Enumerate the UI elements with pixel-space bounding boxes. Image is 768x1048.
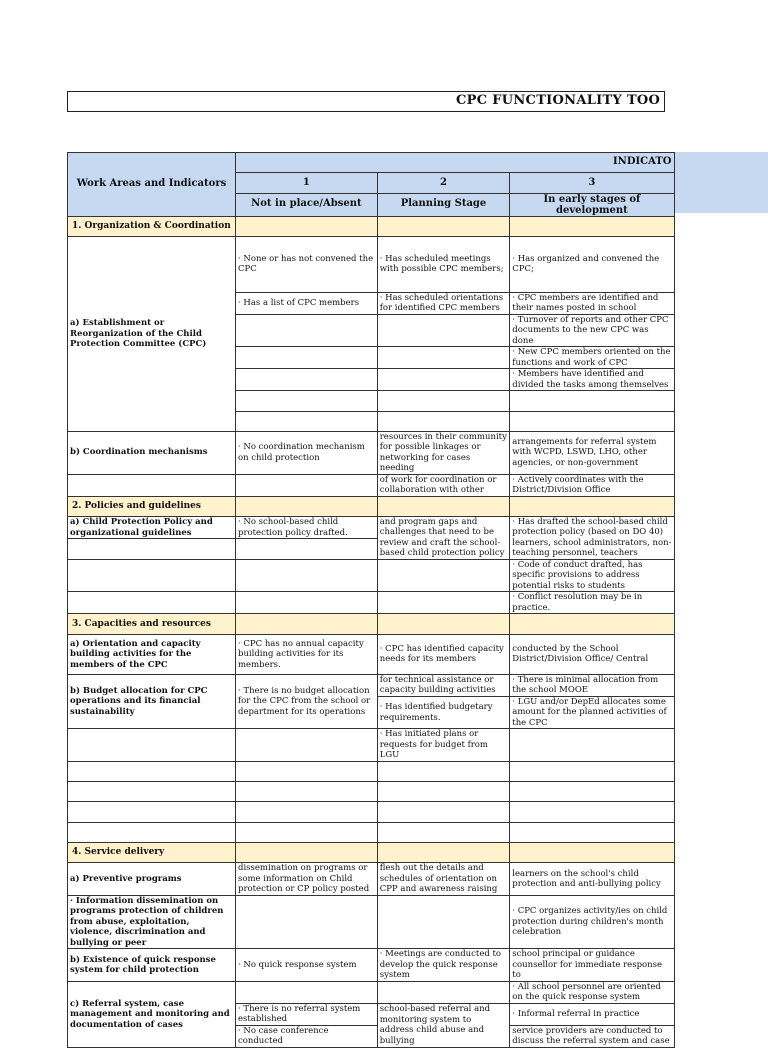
indicator-cell <box>377 314 510 347</box>
indicator-cell <box>377 802 510 822</box>
work-area: a) Child Protection Policy and organizational guidelines <box>68 516 236 538</box>
indicator-cell <box>377 822 510 842</box>
indicator-cell <box>68 802 236 822</box>
indicator-cell <box>377 761 510 781</box>
indicator-cell <box>68 822 236 842</box>
section-fill <box>377 216 510 236</box>
indicator-cell <box>236 822 378 842</box>
indicator-cell: · Has a list of CPC members <box>236 292 378 314</box>
indicator-cell <box>377 391 510 411</box>
indicator-cell: · Has initiated plans or requests for budget from LGU <box>377 729 510 762</box>
section-fill <box>510 496 674 516</box>
indicator-cell <box>510 802 674 822</box>
level-number: 2 <box>377 173 510 193</box>
indicator-cell <box>68 539 236 560</box>
indicator-cell <box>510 782 674 802</box>
indicator-cell <box>236 314 378 347</box>
indicator-cell: · New CPC members oriented on the functions and work of CPC <box>510 347 674 369</box>
indicator-cell: · Conflict resolution may be in practice. <box>510 592 674 614</box>
work-area: b) Budget allocation for CPC operations and its financial sustainability <box>68 674 236 729</box>
indicator-cell: flesh out the details and schedules of orientation on CPP and awareness raising <box>377 863 510 896</box>
work-areas-header: Work Areas and Indicators <box>68 153 236 217</box>
work-area: b) Existence of quick response system for child protection <box>68 949 236 982</box>
indicator-cell <box>236 559 378 592</box>
indicator-cell <box>236 761 378 781</box>
indicator-cell: · Has organized and convened the CPC; <box>510 236 674 292</box>
level-label: Not in place/Absent <box>236 193 378 216</box>
section-heading: 4. Service delivery <box>68 842 236 862</box>
indicator-cell <box>68 729 236 762</box>
work-area: b) Coordination mechanisms <box>68 431 236 474</box>
indicator-cell <box>510 729 674 762</box>
indicator-cell <box>377 981 510 1003</box>
indicator-cell: · Code of conduct drafted, has specific provisions to address potential risks to students <box>510 559 674 592</box>
indicator-cell: arrangements for referral system with WCPD, LSWD, LHO, other agencies, or non-government <box>510 431 674 474</box>
indicator-cell <box>236 369 378 391</box>
section-fill <box>377 614 510 634</box>
indicator-cell <box>377 895 510 949</box>
level-number: 1 <box>236 173 378 193</box>
section-fill <box>377 496 510 516</box>
work-area: a) Establishment or Reorganization of the Child Protection Committee (CPC) <box>68 236 236 431</box>
indicator-cell: · Has scheduled orientations for identified CPC members <box>377 292 510 314</box>
indicator-cell: dissemination on programs or some information on Child protection or CP policy posted <box>236 863 378 896</box>
indicator-cell: · No quick response system <box>236 949 378 982</box>
work-area: · Information dissemination on programs protection of children from abuse, exploitation, violence, discrimination and bullying or peer <box>68 895 236 949</box>
indicator-cell: · Has identified budgetary requirements. <box>377 696 510 729</box>
indicator-cell: · CPC has identified capacity needs for its members <box>377 634 510 674</box>
indicator-cell <box>68 592 236 614</box>
indicator-cell: · No school-based child protection policy drafted. <box>236 516 378 538</box>
work-area: a) Orientation and capacity building activities for the members of the CPC <box>68 634 236 674</box>
indicator-cell: of work for coordination or collaboration with other <box>377 474 510 496</box>
indicator-cell: school-based referral and monitoring system to address child abuse and bullying <box>377 1003 510 1047</box>
indicator-cell <box>236 391 378 411</box>
indicator-cell: · No case conference conducted <box>236 1025 378 1047</box>
section-heading: 1. Organization & Coordination <box>68 216 236 236</box>
header-fill <box>665 152 768 213</box>
indicator-cell <box>236 729 378 762</box>
work-area: a) Preventive programs <box>68 863 236 896</box>
indicator-cell <box>68 782 236 802</box>
indicators-header: INDICATO <box>236 153 675 173</box>
indicator-cell <box>510 411 674 431</box>
level-label: In early stages of development <box>510 193 674 216</box>
indicator-cell <box>236 347 378 369</box>
page-title: CPC FUNCTIONALITY TOO <box>456 93 661 108</box>
section-fill <box>236 614 378 634</box>
indicator-cell: school principal or guidance counsellor for immediate response to <box>510 949 674 982</box>
indicator-cell: · Informal referral in practice <box>510 1003 674 1025</box>
indicator-cell <box>377 347 510 369</box>
indicator-cell: · LGU and/or DepEd allocates some amount for the planned activities of the CPC <box>510 696 674 729</box>
indicator-cell: · There is minimal allocation from the school MOOE <box>510 674 674 696</box>
section-fill <box>236 496 378 516</box>
indicator-cell <box>236 592 378 614</box>
indicator-cell: · None or has not convened the CPC <box>236 236 378 292</box>
section-fill <box>510 216 674 236</box>
indicator-cell: learners on the school's child protection and anti-bullying policy <box>510 863 674 896</box>
indicator-cell: for technical assistance or capacity building activities <box>377 674 510 696</box>
section-heading: 2. Policies and guidelines <box>68 496 236 516</box>
indicator-cell: and program gaps and challenges that need to be review and craft the school-based child protection policy <box>377 516 510 559</box>
indicator-cell: · All school personnel are oriented on the quick response system <box>510 981 674 1003</box>
indicator-cell <box>377 411 510 431</box>
indicator-cell <box>377 592 510 614</box>
indicator-cell <box>510 822 674 842</box>
indicator-cell: · CPC members are identified and their names posted in school <box>510 292 674 314</box>
level-label: Planning Stage <box>377 193 510 216</box>
indicator-cell: · Members have identified and divided the tasks among themselves <box>510 369 674 391</box>
indicator-cell <box>377 559 510 592</box>
indicator-cell: resources in their community for possible linkages or networking for cases needing <box>377 431 510 474</box>
indicator-cell: · Meetings are conducted to develop the quick response system <box>377 949 510 982</box>
indicator-cell <box>68 474 236 496</box>
indicator-cell: · Has drafted the school-based child protection policy (based on DO 40) learners, school administrators, non-teaching personnel, teachers <box>510 516 674 559</box>
section-fill <box>377 842 510 862</box>
indicator-cell <box>236 474 378 496</box>
indicator-cell <box>377 369 510 391</box>
indicator-cell <box>236 981 378 1003</box>
indicator-cell: · CPC organizes activity/ies on child protection during children's month celebration <box>510 895 674 949</box>
title-box <box>67 91 665 112</box>
indicator-cell: · Turnover of reports and other CPC documents to the new CPC was done <box>510 314 674 347</box>
indicator-cell <box>236 539 378 560</box>
section-fill <box>510 842 674 862</box>
indicator-cell: · There is no budget allocation for the CPC from the school or department for its operations <box>236 674 378 729</box>
work-area: c) Referral system, case management and monitoring and documentation of cases <box>68 981 236 1047</box>
indicator-cell: · CPC has no annual capacity building activities for its members. <box>236 634 378 674</box>
indicator-cell <box>236 782 378 802</box>
indicator-cell: · There is no referral system established <box>236 1003 378 1025</box>
section-fill <box>236 216 378 236</box>
indicator-cell <box>510 391 674 411</box>
indicator-cell <box>68 559 236 592</box>
indicator-cell <box>236 802 378 822</box>
level-number: 3 <box>510 173 674 193</box>
indicator-cell <box>68 761 236 781</box>
indicator-cell <box>510 761 674 781</box>
indicator-cell <box>236 895 378 949</box>
indicator-cell: · Has scheduled meetings with possible CPC members; <box>377 236 510 292</box>
indicator-cell <box>377 782 510 802</box>
functionality-table <box>67 152 675 1048</box>
section-fill <box>510 614 674 634</box>
indicator-cell: service providers are conducted to discuss the referral system and case <box>510 1025 674 1047</box>
section-fill <box>236 842 378 862</box>
indicator-cell: conducted by the School District/Division Office/ Central <box>510 634 674 674</box>
section-heading: 3. Capacities and resources <box>68 614 236 634</box>
indicator-cell <box>236 411 378 431</box>
indicator-cell: · No coordination mechanism on child protection <box>236 431 378 474</box>
indicator-cell: · Actively coordinates with the District/Division Office <box>510 474 674 496</box>
